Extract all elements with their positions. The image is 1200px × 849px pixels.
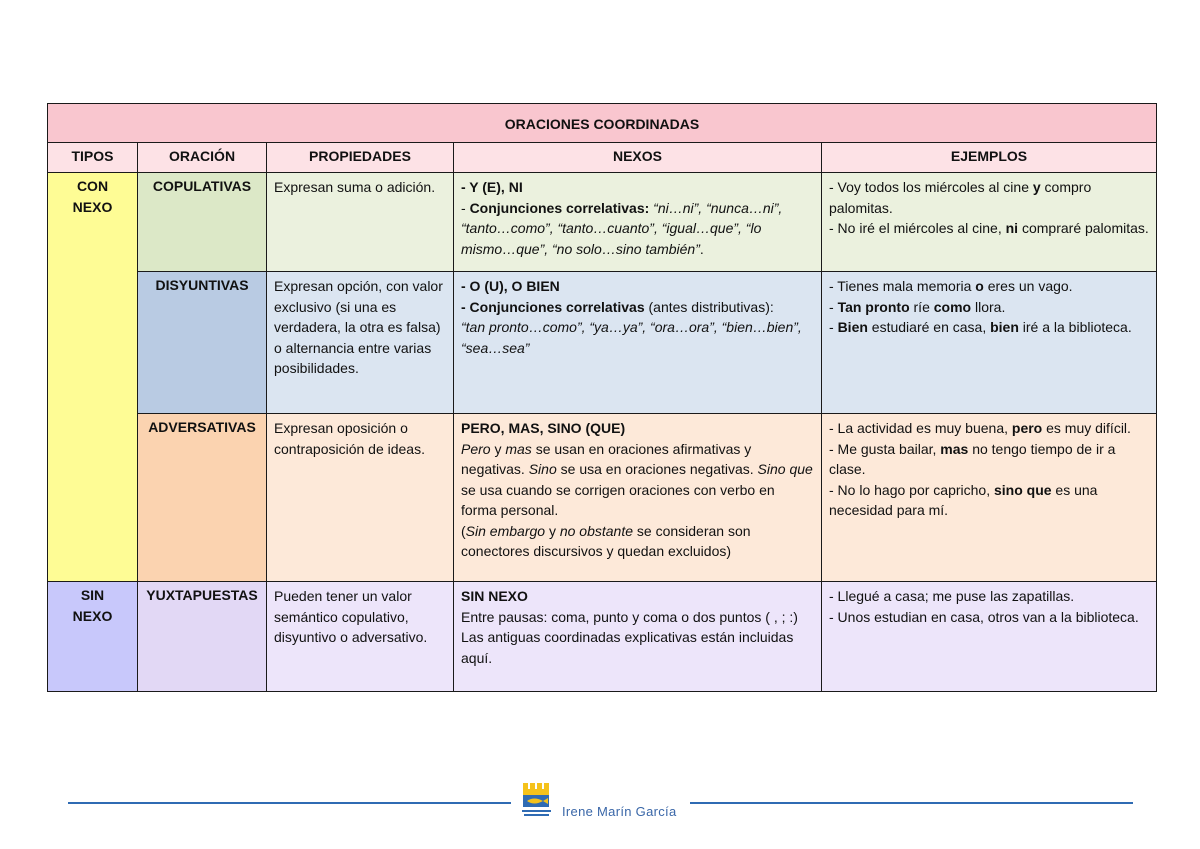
header-nexos: NEXOS (454, 143, 822, 173)
footer-line-left (68, 802, 511, 804)
tipo-sin-nexo (48, 582, 138, 692)
propiedades-disyuntivas: Expresan opción, con valor exclusivo (si una es verdadera, la otra es falsa) o alternancia entre varias posibilidades. (267, 272, 454, 414)
school-logo-icon (519, 781, 557, 819)
header-propiedades: PROPIEDADES (267, 143, 454, 173)
nexos-yuxtapuestas-l2: Entre pausas: coma, punto y coma o dos puntos ( , ; :) (461, 608, 798, 625)
nexos-copulativas-l2-end: . (699, 240, 704, 257)
header-oracion: ORACIÓN (138, 143, 267, 173)
ejemplo-disyuntivas-1: - Tienes mala memoria o eres un vago. (829, 278, 1073, 294)
nexos-adversativas-l1: PERO, MAS, SINO (QUE) (461, 420, 626, 436)
ejemplo-copulativas-2: - No iré el miércoles al cine, ni compraré palomitas. (829, 220, 1149, 236)
nexos-copulativas-l2-italic: “ni…ni”, “nunca…ni”, “tanto…como”, “tanto…cuanto”, “igual…que”, “lo mismo…que”, “no solo…sino también” (461, 199, 783, 257)
tipo-sin-line2: NEXO (72, 607, 113, 624)
school-logo-graphic (519, 781, 557, 819)
header-ejemplos: EJEMPLOS (822, 143, 1157, 173)
ejemplos-yuxtapuestas (822, 582, 1157, 692)
ejemplo-yuxtapuestas-2: - Unos estudian en casa, otros van a la biblioteca. (829, 608, 1139, 625)
ejemplo-adversativas-1: - La actividad es muy buena, pero es muy difícil. (829, 420, 1131, 436)
propiedades-copulativas: Expresan suma o adición. (267, 173, 454, 272)
author-name: Irene Marín García (562, 804, 677, 819)
tipo-con-line1: CON (76, 178, 109, 194)
nexos-yuxtapuestas (454, 582, 822, 692)
table-row-adversativas (48, 414, 1157, 582)
ejemplo-adversativas-2: - Me gusta bailar, mas no tengo tiempo de ir a clase. (829, 440, 1116, 477)
ejemplo-disyuntivas-3: - Bien estudiaré en casa, bien iré a la biblioteca. (829, 319, 1132, 335)
ejemplo-disyuntivas-2: - Tan pronto ríe como llora. (829, 298, 1006, 315)
header-tipos: TIPOS (48, 143, 138, 173)
propiedades-adversativas: Expresan oposición o contraposición de ideas. (267, 414, 454, 582)
nexos-disyuntivas-l3: “tan pronto…como”, “ya…ya”, “ora…ora”, “bien…bien”, “sea…sea” (461, 319, 802, 356)
table-row-yuxtapuestas (48, 582, 1157, 692)
table-title: ORACIONES COORDINADAS (48, 104, 1157, 143)
ejemplos-disyuntivas (822, 272, 1157, 414)
ejemplo-adversativas-3: - No lo hago por capricho, sino que es una necesidad para mí. (829, 481, 1098, 518)
nexos-disyuntivas-l1: - O (U), O BIEN (461, 278, 560, 294)
coordinated-sentences-table (47, 103, 1157, 692)
oracion-adversativas: ADVERSATIVAS (138, 414, 267, 582)
propiedades-yuxtapuestas: Pueden tener un valor semántico copulativo, disyuntivo o adversativo. (267, 582, 454, 692)
nexos-adversativas-p: Pero y mas se usan en oraciones afirmativas y negativas. Sino se usa en oraciones negativas. Sino que se usa cuando se corrigen oraciones con verbo en forma personal. (461, 440, 813, 518)
nexos-yuxtapuestas-l3: Las antiguas coordinadas explicativas están incluidas aquí. (461, 629, 794, 666)
nexos-adversativas (454, 414, 822, 582)
nexos-adversativas-q: (Sin embargo y no obstante se consideran son conectores discursivos y quedan excluidos) (461, 522, 751, 559)
ejemplo-copulativas-1: - Voy todos los miércoles al cine y compro palomitas. (829, 179, 1092, 216)
ejemplo-yuxtapuestas-1: - Llegué a casa; me puse las zapatillas. (829, 588, 1075, 604)
header-row (48, 143, 1157, 173)
table-row-copulativas (48, 173, 1157, 272)
ejemplos-copulativas (822, 173, 1157, 272)
nexos-copulativas-l1: - Y (E), NI (461, 179, 523, 195)
ejemplos-adversativas (822, 414, 1157, 582)
nexos-copulativas (454, 173, 822, 272)
nexos-copulativas-l2-prefix: - (461, 199, 470, 216)
nexos-disyuntivas (454, 272, 822, 414)
table-row-disyuntivas (48, 272, 1157, 414)
tipo-con-line2: NEXO (72, 198, 113, 215)
oracion-copulativas: COPULATIVAS (138, 173, 267, 272)
nexos-copulativas-l2-bold: Conjunciones correlativas: (469, 199, 650, 216)
nexos-yuxtapuestas-l1: SIN NEXO (461, 588, 528, 604)
tipo-con-nexo (48, 173, 138, 582)
oracion-yuxtapuestas: YUXTAPUESTAS (138, 582, 267, 692)
nexos-disyuntivas-l2: - Conjunciones correlativas (antes distributivas): (461, 298, 774, 315)
tipo-sin-line1: SIN (80, 587, 105, 603)
oracion-disyuntivas: DISYUNTIVAS (138, 272, 267, 414)
footer-line-right (690, 802, 1133, 804)
